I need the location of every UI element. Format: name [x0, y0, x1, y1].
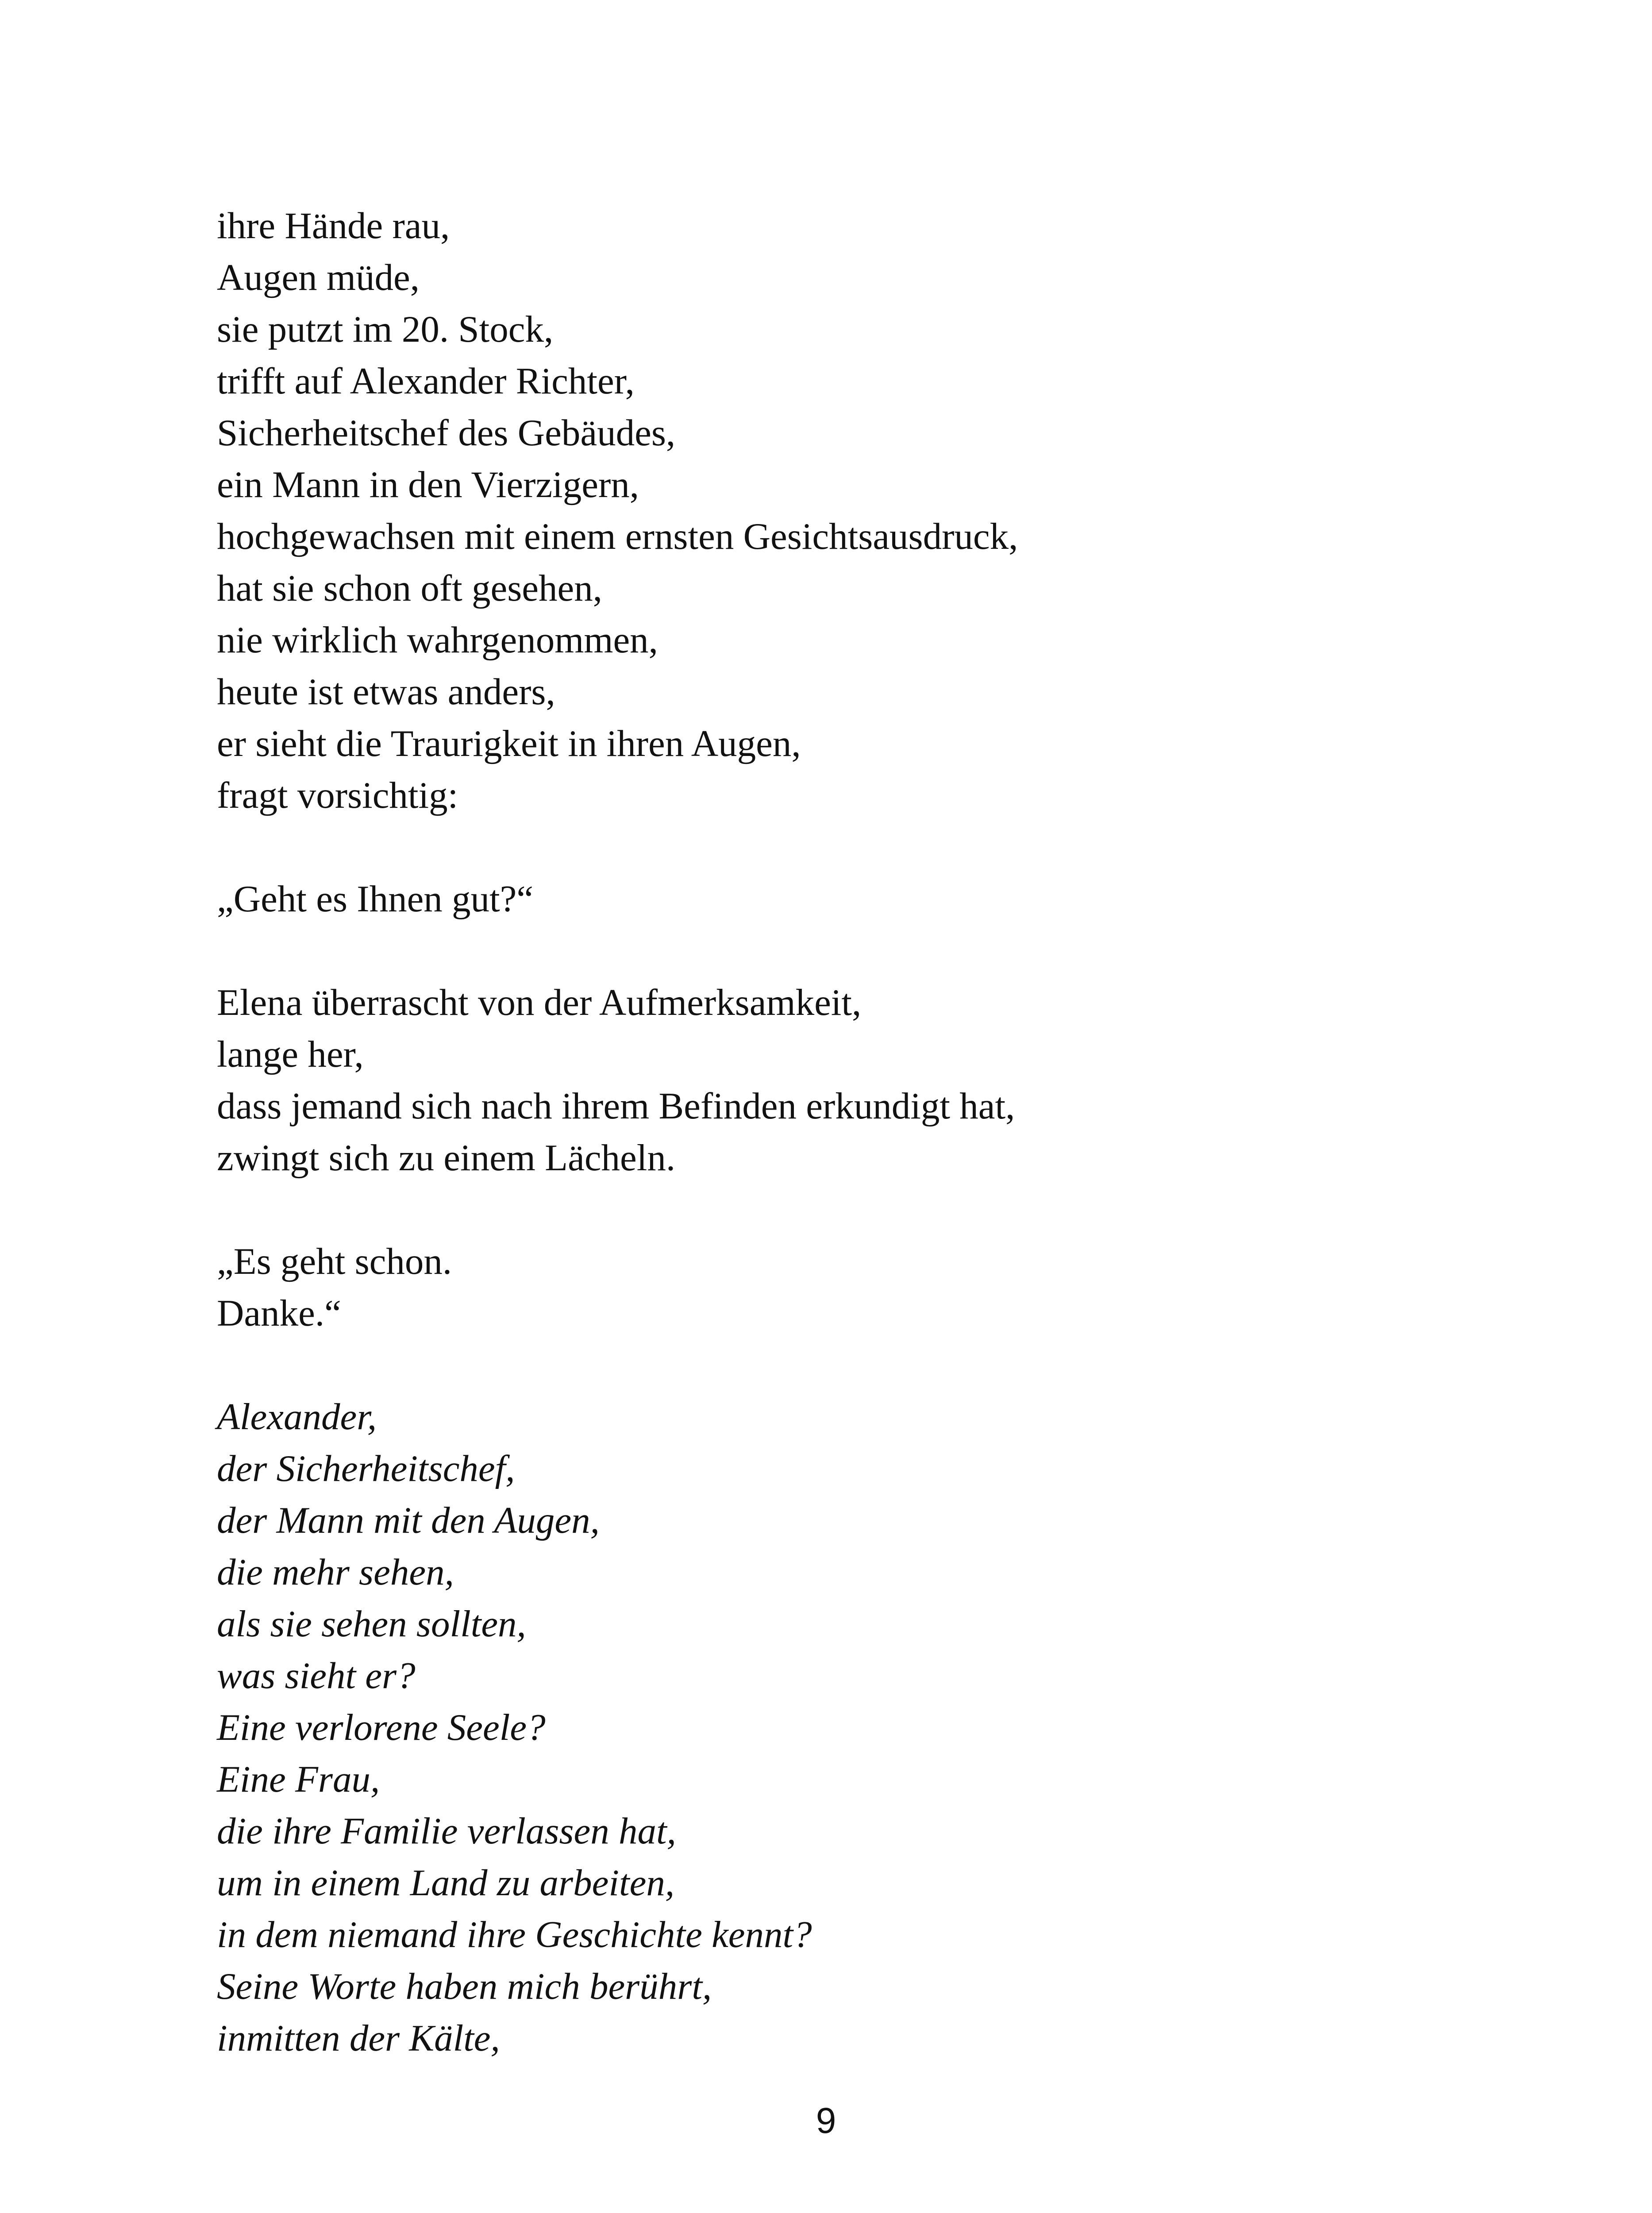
italic-verse-line: die ihre Familie verlassen hat, [217, 1810, 676, 1852]
italic-verse-line: die mehr sehen, [217, 1551, 454, 1593]
verse-line: hochgewachsen mit einem ernsten Gesichtsausdruck, [217, 516, 1018, 557]
verse-line: nie wirklich wahrgenommen, [217, 619, 658, 661]
stanza-4 [217, 1236, 1544, 1339]
verse-line: ein Mann in den Vierzigern, [217, 464, 639, 505]
verse-line: trifft auf Alexander Richter, [217, 360, 635, 402]
stanza-5-italic [217, 1391, 1544, 2064]
page-number: 9 [816, 2101, 836, 2141]
verse-line: zwingt sich zu einem Lächeln. [217, 1137, 676, 1179]
stanza-3 [217, 977, 1544, 1184]
italic-verse-line: Eine verlorene Seele? [217, 1707, 546, 1748]
italic-verse-line: inmitten der Kälte, [217, 2017, 500, 2059]
dialogue-line: „Geht es Ihnen gut?“ [217, 878, 534, 920]
verse-line: dass jemand sich nach ihrem Befinden erkundigt hat, [217, 1085, 1015, 1127]
verse-line: lange her, [217, 1033, 364, 1075]
dialogue-line: „Es geht schon. [217, 1241, 452, 1282]
italic-verse-line: Alexander, [217, 1396, 377, 1438]
italic-verse-line: Eine Frau, [217, 1758, 380, 1800]
stanza-1 [217, 200, 1544, 821]
italic-verse-line: Seine Worte haben mich berührt, [217, 1966, 712, 2007]
italic-verse-line: um in einem Land zu arbeiten, [217, 1862, 675, 1904]
verse-line: heute ist etwas anders, [217, 671, 555, 713]
verse-line: Sicherheitschef des Gebäudes, [217, 412, 676, 454]
italic-verse-line: der Sicherheitschef, [217, 1448, 515, 1489]
verse-line: Elena überrascht von der Aufmerksamkeit, [217, 982, 862, 1023]
italic-verse-line: in dem niemand ihre Geschichte kennt? [217, 1914, 812, 1955]
verse-line: ihre Hände rau, [217, 205, 450, 247]
verse-line: hat sie schon oft gesehen, [217, 567, 603, 609]
verse-line: fragt vorsichtig: [217, 775, 458, 816]
dialogue-line: Danke.“ [217, 1292, 341, 1334]
italic-verse-line: der Mann mit den Augen, [217, 1500, 600, 1541]
stanza-2 [217, 873, 1544, 925]
poem-text [217, 200, 1544, 2116]
verse-line: sie putzt im 20. Stock, [217, 308, 554, 350]
verse-line: Augen müde, [217, 257, 420, 298]
verse-line: er sieht die Traurigkeit in ihren Augen, [217, 723, 801, 764]
italic-verse-line: was sieht er? [217, 1655, 416, 1696]
italic-verse-line: als sie sehen sollten, [217, 1603, 526, 1645]
